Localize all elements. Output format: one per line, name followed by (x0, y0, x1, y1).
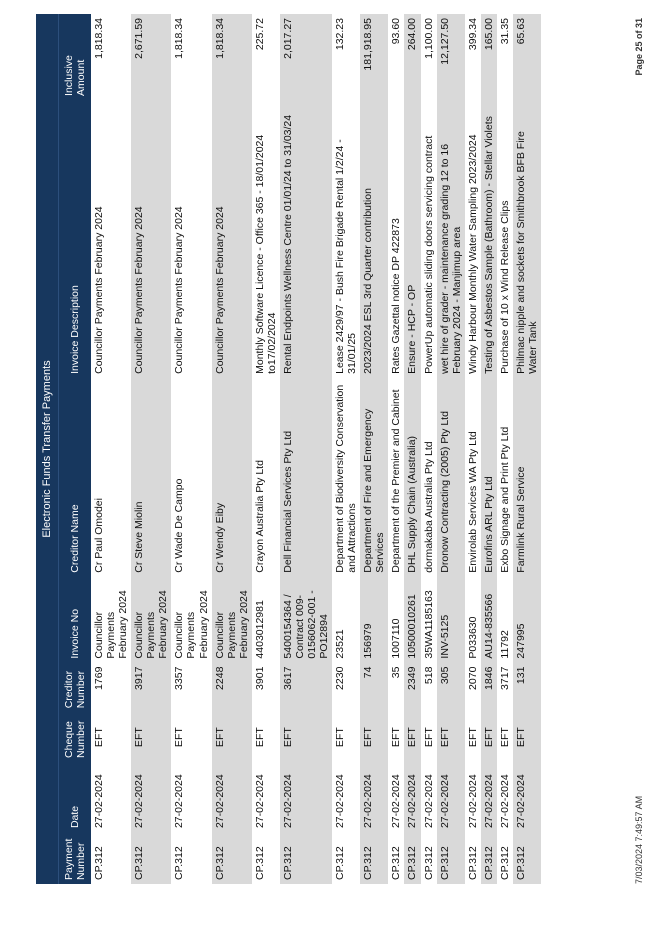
page-number: Page 25 of 31 (634, 18, 644, 76)
invoice-description-cell: Councillor Payments February 2024 (131, 100, 171, 378)
date-cell: 27-02-2024 (481, 762, 497, 832)
creditor-number-cell: 35 (390, 666, 403, 679)
creditor-name-cell: Eurofins ARL Pty Ltd (481, 378, 497, 577)
invoice-no-cell: 11792 (498, 630, 511, 659)
invoice-description-cell: wet hire of grader - maintenance grading 12 to 16 February 2024 - Manjimup area (437, 100, 465, 378)
creditor-name-cell: Department of Fire and Emergency Services (360, 378, 388, 577)
invoice-no-cell: Councillor Payments February 2024 (93, 590, 130, 659)
inclusive-amount-cell: 93.60 (390, 18, 403, 45)
invoice-no-cell: Councillor Payments February 2024 (131, 577, 171, 663)
invoice-description-cell: Philmac nipple and sockets for Smithbrook BFB Fire Water Tank (513, 100, 541, 378)
report-title: Electronic Funds Transfer Payments (36, 14, 59, 884)
invoice-no-cell: Councillor Payments February 2024 (173, 590, 210, 659)
cheque-number-cell: EFT (437, 712, 465, 762)
creditor-name-cell: Cr Wendy Eiby (212, 378, 252, 577)
table-row (497, 14, 513, 884)
payment-number-cell: CP.312 (93, 846, 105, 880)
payment-number-cell: CP.312 (280, 832, 332, 884)
payment-number-cell: CP.312 (253, 846, 266, 880)
creditor-number-cell: 2349 (404, 663, 420, 713)
invoice-description-cell: Lease 2429/97 - Bush Fire Brigade Rental 1/2/24 - 31/01/25 (334, 139, 359, 374)
invoice-description-cell: Councillor Payments February 2024 (212, 100, 252, 378)
creditor-name-cell: Envirolab Services WA Pty Ltd (466, 431, 479, 573)
table-row (91, 14, 131, 884)
table-row (388, 14, 404, 884)
date-cell: 27-02-2024 (498, 774, 511, 829)
invoice-description-cell: Rental Endpoints Wellness Centre 01/01/24 to 31/03/24 (280, 100, 332, 378)
invoice-description-cell: Testing of Asbestos Sample (Bathroom) - Stellar Violets (481, 100, 497, 378)
date-cell: 27-02-2024 (390, 774, 403, 829)
creditor-number-cell: 3617 (280, 663, 332, 713)
invoice-description-cell: PowerUp automatic sliding doors servicing contract (422, 135, 435, 374)
payments-table-container (36, 14, 541, 884)
invoice-no-cell: Councillor Payments February 2024 (212, 577, 252, 663)
col-date-header: Date (59, 762, 92, 832)
inclusive-amount-cell: 65.63 (513, 14, 541, 100)
creditor-name-cell: DHL Supply Chain (Australia) (404, 378, 420, 577)
inclusive-amount-cell: 2,017.27 (280, 14, 332, 100)
creditor-number-cell: 131 (513, 663, 541, 713)
creditor-name-cell: Department of the Premier and Cabinet (390, 389, 403, 573)
creditor-number-cell: 1769 (93, 666, 105, 690)
creditor-name-cell: Dronow Contracting (2005) Pty Ltd (437, 378, 465, 577)
creditor-name-cell: Cr Steve Miolin (131, 378, 171, 577)
creditor-number-cell: 2230 (334, 666, 347, 690)
col-payment-number-header: Payment Number (59, 832, 92, 884)
invoice-no-cell: 10500010261 (404, 577, 420, 663)
invoice-no-cell: AU14-835566 (481, 577, 497, 663)
inclusive-amount-cell: 1,818.34 (173, 18, 186, 59)
col-invoice-no-header: Invoice No (59, 577, 92, 663)
payment-number-cell: CP.312 (481, 832, 497, 884)
cheque-number-cell: EFT (513, 712, 541, 762)
cheque-number-cell: EFT (390, 727, 403, 748)
cheque-number-cell: EFT (131, 712, 171, 762)
table-row (212, 14, 252, 884)
date-cell: 27-02-2024 (404, 762, 420, 832)
payment-number-cell: CP.312 (360, 832, 388, 884)
table-row (332, 14, 360, 884)
table-row (465, 14, 481, 884)
creditor-number-cell: 2248 (212, 663, 252, 713)
invoice-description-cell: Monthly Software Licence - Office 365 - 18/01/2024 to17/02/2024 (253, 134, 278, 374)
inclusive-amount-cell: 1,100.00 (422, 18, 435, 59)
table-row (360, 14, 388, 884)
date-cell: 27-02-2024 (253, 774, 266, 829)
payment-number-cell: CP.312 (212, 832, 252, 884)
creditor-number-cell: 3717 (498, 666, 511, 690)
date-cell: 27-02-2024 (466, 774, 479, 829)
date-cell: 27-02-2024 (334, 774, 347, 829)
table-row (171, 14, 211, 884)
date-cell: 27-02-2024 (93, 774, 105, 829)
creditor-name-cell: Dell Financial Services Pty Ltd (280, 378, 332, 577)
inclusive-amount-cell: 264.00 (404, 14, 420, 100)
date-cell: 27-02-2024 (131, 762, 171, 832)
invoice-description-cell: 2023/2024 ESL 3rd Quarter contribution (360, 100, 388, 378)
payment-number-cell: CP.312 (513, 832, 541, 884)
col-inclusive-amount-header: Inclusive Amount (59, 14, 92, 100)
table-row (404, 14, 420, 884)
table-row (481, 14, 497, 884)
creditor-number-cell: 74 (360, 663, 388, 713)
creditor-name-cell: Exbo Signage and Print Pty Ltd (498, 426, 511, 573)
cheque-number-cell: EFT (93, 727, 105, 748)
inclusive-amount-cell: 1,818.34 (93, 18, 105, 59)
invoice-description-cell: Councillor Payments February 2024 (93, 206, 105, 374)
invoice-description-cell: Councillor Payments February 2024 (173, 206, 186, 374)
creditor-name-cell: Cr Paul Omodei (93, 498, 105, 573)
creditor-number-cell: 305 (437, 663, 465, 713)
col-creditor-name-header: Creditor Name (59, 378, 92, 577)
cheque-number-cell: EFT (360, 712, 388, 762)
invoice-no-cell: 1007110 (390, 618, 403, 659)
creditor-number-cell: 3357 (173, 666, 186, 690)
inclusive-amount-cell: 132.23 (334, 18, 347, 51)
invoice-description-cell: Purchase of 10 x Wind Release Clips (498, 200, 511, 374)
inclusive-amount-cell: 225.72 (253, 18, 266, 51)
invoice-description-cell: Ensure - HCP - OP (404, 100, 420, 378)
inclusive-amount-cell: 31.35 (498, 18, 511, 45)
inclusive-amount-cell: 12,127.50 (437, 14, 465, 100)
inclusive-amount-cell: 181,918.95 (360, 14, 388, 100)
date-cell: 27-02-2024 (422, 774, 435, 829)
cheque-number-cell: EFT (280, 712, 332, 762)
cheque-number-cell: EFT (212, 712, 252, 762)
cheque-number-cell: EFT (422, 727, 435, 748)
col-invoice-description-header: Invoice Description (59, 100, 92, 378)
creditor-number-cell: 3917 (131, 663, 171, 713)
inclusive-amount-cell: 399.34 (466, 18, 479, 51)
creditor-name-cell: Farmlink Rural Service (513, 378, 541, 577)
creditor-number-cell: 3901 (253, 666, 266, 690)
payment-number-cell: CP.312 (466, 846, 479, 880)
cheque-number-cell: EFT (334, 727, 347, 748)
column-header-row (59, 14, 92, 884)
creditor-number-cell: 518 (422, 666, 435, 685)
payment-number-cell: CP.312 (404, 832, 420, 884)
inclusive-amount-cell: 2,671.59 (131, 14, 171, 100)
table-row (513, 14, 541, 884)
cheque-number-cell: EFT (466, 727, 479, 748)
col-cheque-number-header: Cheque Number (59, 712, 92, 762)
table-row (131, 14, 171, 884)
date-cell: 27-02-2024 (212, 762, 252, 832)
invoice-no-cell: P033630 (466, 616, 479, 659)
invoice-no-cell: 23521 (334, 629, 347, 659)
table-row (437, 14, 465, 884)
payment-number-cell: CP.312 (173, 846, 186, 880)
creditor-number-cell: 2070 (466, 666, 479, 690)
table-row (421, 14, 437, 884)
creditor-name-cell: Crayon Australia Pty Ltd (253, 460, 266, 573)
printed-timestamp: 7/03/2024 7:49:57 AM (634, 795, 644, 884)
invoice-no-cell: 4403012981 (253, 600, 266, 659)
inclusive-amount-cell: 165.00 (481, 14, 497, 100)
creditor-name-cell: Department of Biodiversity Conservation and Attractions (334, 384, 359, 573)
invoice-no-cell: 5400154364 / Contract 009-0156062-001 - PO12894 (280, 577, 332, 663)
payments-table (36, 14, 541, 884)
creditor-number-cell: 1846 (481, 663, 497, 713)
cheque-number-cell: EFT (498, 727, 511, 748)
cheque-number-cell: EFT (253, 727, 266, 748)
creditor-name-cell: Cr Wade De Campo (173, 478, 186, 573)
payment-number-cell: CP.312 (498, 846, 511, 880)
date-cell: 27-02-2024 (173, 774, 186, 829)
cheque-number-cell: EFT (173, 727, 186, 748)
cheque-number-cell: EFT (404, 712, 420, 762)
date-cell: 27-02-2024 (360, 762, 388, 832)
payment-number-cell: CP.312 (334, 846, 347, 880)
date-cell: 27-02-2024 (437, 762, 465, 832)
table-row (280, 14, 332, 884)
invoice-no-cell: 247995 (513, 577, 541, 663)
table-row (252, 14, 280, 884)
invoice-no-cell: 156979 (360, 577, 388, 663)
cheque-number-cell: EFT (481, 712, 497, 762)
payment-number-cell: CP.312 (131, 832, 171, 884)
inclusive-amount-cell: 1,818.34 (212, 14, 252, 100)
invoice-no-cell: INV-5125 (437, 577, 465, 663)
payment-number-cell: CP.312 (422, 846, 435, 880)
invoice-no-cell: 35WA1185163 (422, 590, 435, 659)
creditor-name-cell: dormakaba Australia Pty Ltd (422, 441, 435, 573)
date-cell: 27-02-2024 (513, 762, 541, 832)
col-creditor-number-header: Creditor Number (59, 663, 92, 713)
invoice-description-cell: Rates Gazettal notice DP 422873 (390, 218, 403, 374)
payment-number-cell: CP.312 (390, 846, 403, 880)
invoice-description-cell: Windy Harbour Monthly Water Sampling 2023/2024 (466, 134, 479, 374)
date-cell: 27-02-2024 (280, 762, 332, 832)
payment-number-cell: CP.312 (437, 832, 465, 884)
payments-table-body (91, 14, 541, 884)
